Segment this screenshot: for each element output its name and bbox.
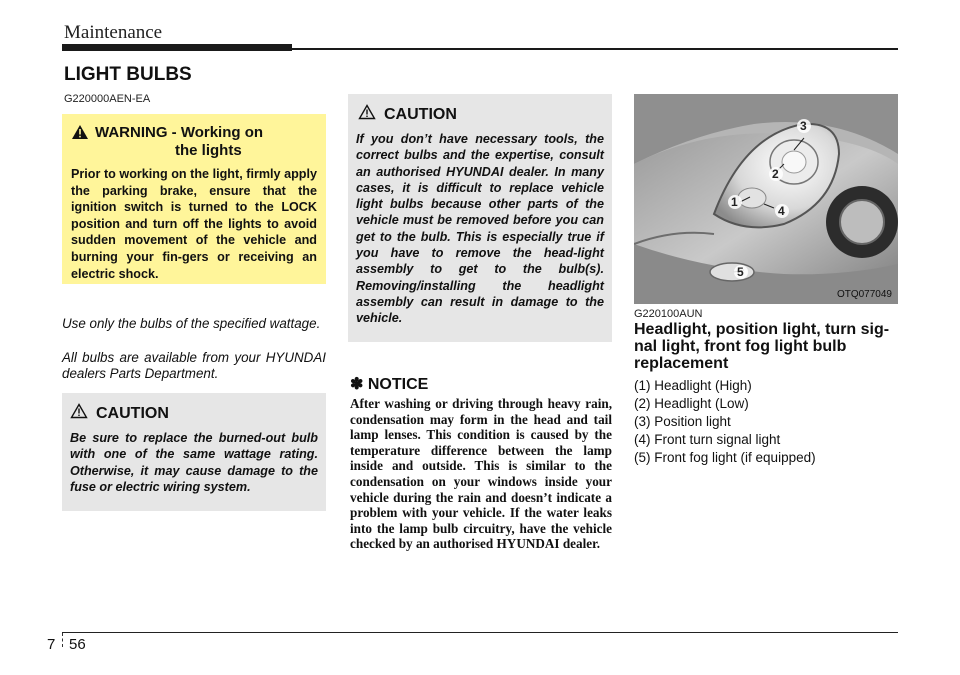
caution-header — [70, 403, 318, 424]
warning-icon — [71, 124, 89, 144]
callout-3 — [797, 119, 811, 133]
callout-5 — [734, 265, 748, 279]
caution-box-left — [62, 393, 326, 511]
callout-1 — [728, 195, 742, 209]
callout-label: 3 — [800, 119, 807, 133]
list-item: (3) Position light — [634, 414, 731, 429]
warning-header — [71, 124, 317, 160]
headlight-photo — [634, 94, 898, 304]
warning-title-line1: WARNING - Working on — [95, 124, 264, 141]
callout-label: 5 — [737, 265, 744, 279]
page-number: 56 — [69, 636, 86, 653]
chapter-number: 7 — [47, 636, 56, 653]
list-item: (1) Headlight (High) — [634, 378, 752, 393]
notice-body: After washing or driving through heavy rain, condensation may form in the head and tail lamp lenses. This condition is caused by the temperature difference between the lamp inside and outside. This is similar to the condensation on your windows inside your vehicle during the rain and doesn’t indicate a problem with your vehicle. If the water leaks into the lamp bulb circuitry, have the vehicle checked by an authorised HYUNDAI dealer. — [350, 396, 612, 552]
callout-label: 2 — [772, 167, 779, 181]
warning-body: Prior to working on the light, firmly apply the parking brake, ensure that the ignition switch is turned to the LOCK position and turn off the lights to avoid sudden movement of the vehicle and burning your fin-gers or receiving an electric shock. — [71, 167, 317, 281]
paragraph-dealers: All bulbs are available from your HYUNDAI dealers Parts Department. — [62, 350, 326, 381]
list-item: (2) Headlight (Low) — [634, 396, 749, 411]
footer-divider — [62, 633, 64, 647]
caution-title: CAUTION — [384, 105, 457, 123]
doc-code: G220000AEN-EA — [64, 93, 151, 105]
callout-label: 1 — [731, 195, 738, 209]
footer-rule — [62, 632, 898, 633]
photo-code: OTQ077049 — [836, 289, 892, 300]
subsection-title: Headlight, position light, turn sig-nal light, front fog light bulb replacement — [634, 321, 890, 372]
caution-body: Be sure to replace the burned-out bulb with one of the same wattage rating. Otherwise, it may cause damage to the fuse or electric wiring system. — [70, 431, 318, 494]
caution-icon — [70, 403, 88, 424]
header-rule — [292, 48, 898, 50]
bulb-list — [634, 377, 816, 467]
callout-label: 4 — [778, 204, 785, 218]
caution-box-middle — [348, 94, 612, 342]
caution-icon — [358, 104, 376, 125]
car-front-illustration — [634, 94, 898, 304]
callout-4 — [775, 204, 789, 218]
caution-title: CAUTION — [96, 404, 169, 422]
warning-box — [62, 114, 326, 284]
caution-header — [356, 104, 604, 125]
header-bar — [62, 44, 292, 51]
notice-title: ✽ NOTICE — [350, 376, 429, 393]
callout-2 — [769, 167, 783, 181]
caution-body: If you don’t have necessary tools, the correct bulbs and the expertise, consult an authorised HYUNDAI dealer. In many cases, it is difficult to replace vehicle light bulbs because other parts of the vehicle must be removed before you can get to the bulb. This is especially true if you have to remove the head-light assembly to get to the bulb(s). Removing/installing the headlight assembly can result in damage to the vehicle. — [356, 132, 604, 326]
paragraph-wattage: Use only the bulbs of the specified wattage. — [62, 316, 321, 331]
section-header: Maintenance — [64, 22, 163, 43]
page-title: LIGHT BULBS — [64, 64, 192, 85]
section-code: G220100AUN — [634, 308, 703, 320]
warning-title-line2: the lights — [175, 142, 242, 159]
list-item: (5) Front fog light (if equipped) — [634, 450, 816, 465]
list-item: (4) Front turn signal light — [634, 432, 781, 447]
